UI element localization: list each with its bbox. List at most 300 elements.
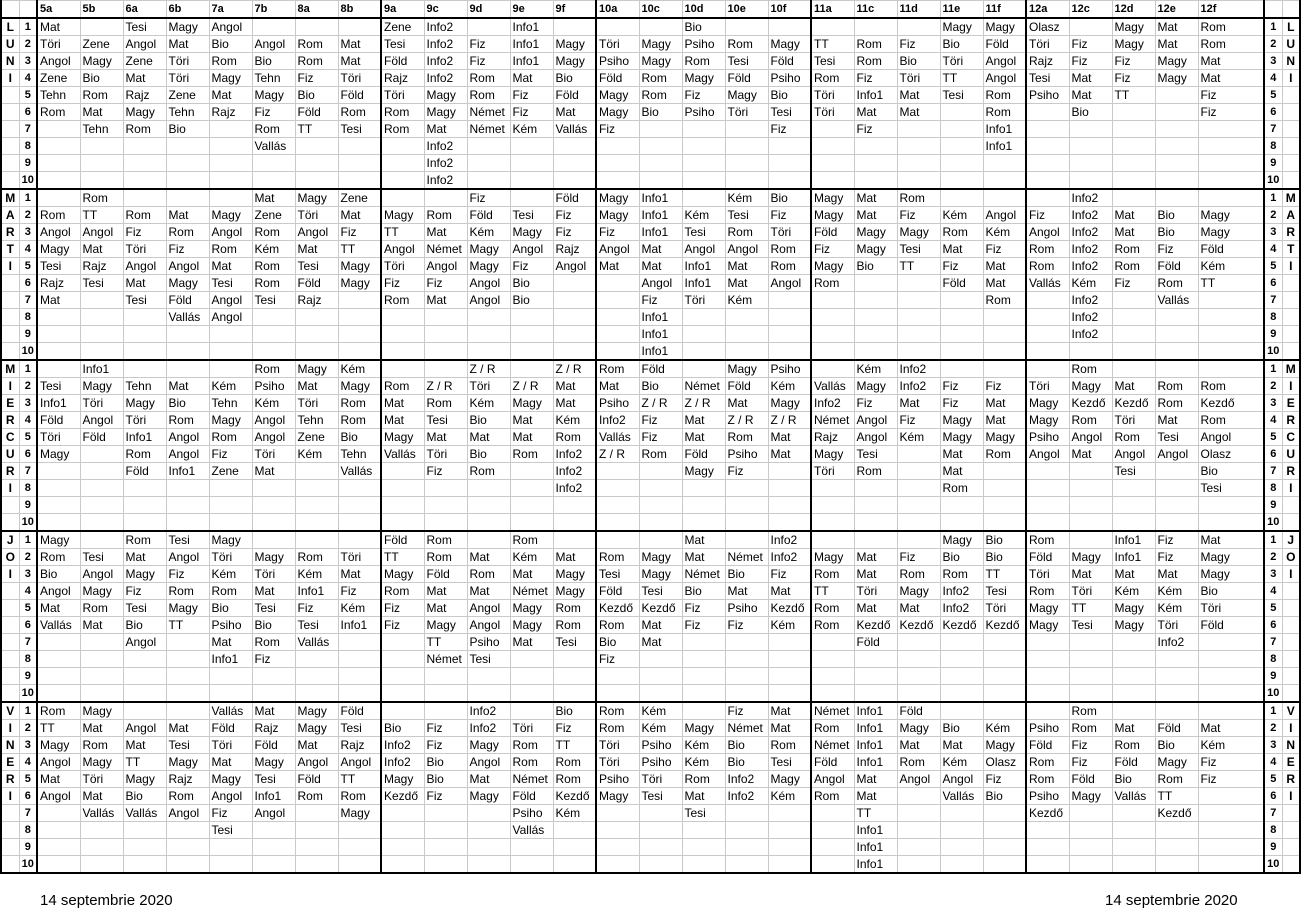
lesson-cell[interactable] [166,514,209,532]
lesson-cell[interactable] [768,651,811,668]
class-header[interactable]: 11f [983,1,1026,19]
lesson-cell[interactable]: Mat [940,737,983,754]
lesson-cell[interactable]: Psiho [725,600,768,617]
lesson-cell[interactable] [811,18,854,36]
lesson-cell[interactable]: Töri [338,70,381,87]
lesson-cell[interactable]: Fiz [768,566,811,583]
lesson-cell[interactable]: Rom [639,70,682,87]
lesson-cell[interactable]: Info1 [510,18,553,36]
lesson-cell[interactable] [1069,172,1112,190]
lesson-cell[interactable] [811,822,854,839]
lesson-cell[interactable]: Bio [1198,463,1264,480]
lesson-cell[interactable] [510,189,553,207]
lesson-cell[interactable]: Magy [123,771,166,788]
lesson-cell[interactable] [1198,326,1264,343]
lesson-cell[interactable] [467,155,510,172]
lesson-cell[interactable] [811,668,854,685]
lesson-cell[interactable]: Föld [1026,549,1069,566]
lesson-cell[interactable]: Info1 [510,36,553,53]
lesson-cell[interactable]: TT [1069,600,1112,617]
lesson-cell[interactable] [940,514,983,532]
lesson-cell[interactable] [166,839,209,856]
lesson-cell[interactable]: TT [553,737,596,754]
lesson-cell[interactable] [338,634,381,651]
lesson-cell[interactable] [682,514,725,532]
lesson-cell[interactable] [209,360,252,378]
class-header[interactable]: 5b [80,1,123,19]
lesson-cell[interactable]: Info1 [639,189,682,207]
lesson-cell[interactable] [811,292,854,309]
lesson-cell[interactable]: Rom [37,207,80,224]
lesson-cell[interactable] [37,343,80,361]
lesson-cell[interactable]: TT [166,617,209,634]
lesson-cell[interactable] [854,497,897,514]
lesson-cell[interactable]: Info1 [209,651,252,668]
lesson-cell[interactable]: Tehn [209,395,252,412]
lesson-cell[interactable]: Bio [37,566,80,583]
lesson-cell[interactable]: Német [811,412,854,429]
lesson-cell[interactable] [295,18,338,36]
lesson-cell[interactable] [166,189,209,207]
lesson-cell[interactable]: Töri [1069,583,1112,600]
lesson-cell[interactable]: Magy [1069,378,1112,395]
lesson-cell[interactable]: Rajz [381,70,424,87]
lesson-cell[interactable]: Bio [295,87,338,104]
lesson-cell[interactable]: Kezdő [1155,805,1198,822]
lesson-cell[interactable]: Info1 [123,429,166,446]
lesson-cell[interactable] [1198,805,1264,822]
lesson-cell[interactable] [639,155,682,172]
lesson-cell[interactable]: Rom [80,600,123,617]
lesson-cell[interactable] [166,685,209,703]
lesson-cell[interactable] [123,822,166,839]
lesson-cell[interactable] [897,155,940,172]
lesson-cell[interactable]: Info1 [37,395,80,412]
lesson-cell[interactable]: Psiho [209,617,252,634]
lesson-cell[interactable]: Rom [467,70,510,87]
lesson-cell[interactable]: Rom [467,566,510,583]
lesson-cell[interactable]: Vallás [37,617,80,634]
lesson-cell[interactable]: Psiho [1026,429,1069,446]
lesson-cell[interactable] [1112,685,1155,703]
lesson-cell[interactable]: Föld [596,583,639,600]
lesson-cell[interactable]: Fiz [725,702,768,720]
lesson-cell[interactable] [897,685,940,703]
lesson-cell[interactable] [424,514,467,532]
lesson-cell[interactable]: Mat [983,275,1026,292]
lesson-cell[interactable]: Tesi [166,531,209,549]
lesson-cell[interactable] [123,360,166,378]
lesson-cell[interactable]: Magy [381,207,424,224]
lesson-cell[interactable]: Töri [123,241,166,258]
lesson-cell[interactable] [682,360,725,378]
lesson-cell[interactable]: Angol [725,241,768,258]
lesson-cell[interactable]: Rom [983,104,1026,121]
lesson-cell[interactable]: Fiz [467,189,510,207]
lesson-cell[interactable]: Zene [209,463,252,480]
lesson-cell[interactable]: Angol [854,429,897,446]
lesson-cell[interactable]: Fiz [596,224,639,241]
lesson-cell[interactable] [252,668,295,685]
lesson-cell[interactable]: TT [381,549,424,566]
lesson-cell[interactable] [166,651,209,668]
lesson-cell[interactable]: Mat [940,446,983,463]
lesson-cell[interactable]: Mat [37,292,80,309]
lesson-cell[interactable] [983,463,1026,480]
lesson-cell[interactable] [80,668,123,685]
lesson-cell[interactable]: Magy [682,70,725,87]
lesson-cell[interactable]: Bio [209,600,252,617]
lesson-cell[interactable]: Kém [1198,737,1264,754]
lesson-cell[interactable]: Rom [1155,395,1198,412]
lesson-cell[interactable]: Rom [338,412,381,429]
lesson-cell[interactable] [811,531,854,549]
lesson-cell[interactable]: Psiho [467,634,510,651]
lesson-cell[interactable] [295,856,338,874]
lesson-cell[interactable]: Mat [424,583,467,600]
lesson-cell[interactable] [510,702,553,720]
lesson-cell[interactable]: Mat [854,189,897,207]
lesson-cell[interactable] [596,138,639,155]
lesson-cell[interactable] [983,514,1026,532]
lesson-cell[interactable]: Magy [1155,70,1198,87]
lesson-cell[interactable]: Fiz [295,600,338,617]
lesson-cell[interactable]: Angol [209,224,252,241]
lesson-cell[interactable] [338,343,381,361]
lesson-cell[interactable]: TT [897,258,940,275]
lesson-cell[interactable] [897,822,940,839]
lesson-cell[interactable]: Magy [510,600,553,617]
lesson-cell[interactable]: Fiz [897,549,940,566]
lesson-cell[interactable]: Mat [467,583,510,600]
lesson-cell[interactable] [596,822,639,839]
lesson-cell[interactable]: Psiho [639,754,682,771]
lesson-cell[interactable]: Magy [811,446,854,463]
class-header[interactable]: 10f [768,1,811,19]
lesson-cell[interactable]: Fiz [1155,549,1198,566]
lesson-cell[interactable]: Angol [37,53,80,70]
lesson-cell[interactable] [596,292,639,309]
lesson-cell[interactable]: Angol [1026,446,1069,463]
lesson-cell[interactable]: Rom [123,531,166,549]
lesson-cell[interactable]: Mat [725,583,768,600]
lesson-cell[interactable]: Magy [768,395,811,412]
lesson-cell[interactable]: Rom [381,378,424,395]
lesson-cell[interactable] [467,822,510,839]
lesson-cell[interactable]: Fiz [1155,531,1198,549]
lesson-cell[interactable]: Info1 [1112,531,1155,549]
lesson-cell[interactable] [1069,839,1112,856]
lesson-cell[interactable]: Rom [768,737,811,754]
lesson-cell[interactable]: Mat [596,378,639,395]
lesson-cell[interactable]: Mat [1198,70,1264,87]
lesson-cell[interactable] [1026,497,1069,514]
lesson-cell[interactable] [510,326,553,343]
lesson-cell[interactable] [1112,360,1155,378]
lesson-cell[interactable]: Föld [252,737,295,754]
lesson-cell[interactable]: Mat [768,720,811,737]
lesson-cell[interactable]: Info1 [983,121,1026,138]
lesson-cell[interactable] [1198,702,1264,720]
lesson-cell[interactable] [1112,822,1155,839]
lesson-cell[interactable] [768,138,811,155]
lesson-cell[interactable]: Fiz [424,720,467,737]
lesson-cell[interactable]: Rom [811,70,854,87]
lesson-cell[interactable]: Vallás [1026,275,1069,292]
lesson-cell[interactable]: Tehn [80,121,123,138]
class-header[interactable]: 12a [1026,1,1069,19]
lesson-cell[interactable] [682,856,725,874]
lesson-cell[interactable] [37,651,80,668]
lesson-cell[interactable] [1026,309,1069,326]
lesson-cell[interactable]: Psiho [725,446,768,463]
lesson-cell[interactable] [424,839,467,856]
lesson-cell[interactable] [381,326,424,343]
lesson-cell[interactable]: Rom [1112,258,1155,275]
lesson-cell[interactable]: Tesi [940,87,983,104]
lesson-cell[interactable]: Kém [467,224,510,241]
lesson-cell[interactable]: Fiz [510,87,553,104]
lesson-cell[interactable]: Info2 [381,754,424,771]
lesson-cell[interactable]: Bio [596,634,639,651]
lesson-cell[interactable]: Z / R [639,395,682,412]
lesson-cell[interactable]: Angol [983,70,1026,87]
lesson-cell[interactable] [467,839,510,856]
lesson-cell[interactable]: Angol [467,754,510,771]
lesson-cell[interactable] [295,805,338,822]
lesson-cell[interactable] [682,634,725,651]
lesson-cell[interactable]: Föld [1155,258,1198,275]
lesson-cell[interactable] [1026,634,1069,651]
lesson-cell[interactable] [897,514,940,532]
lesson-cell[interactable]: Mat [209,258,252,275]
lesson-cell[interactable]: Rom [682,53,725,70]
lesson-cell[interactable] [897,651,940,668]
lesson-cell[interactable] [940,172,983,190]
lesson-cell[interactable]: Fiz [1026,207,1069,224]
lesson-cell[interactable] [1155,685,1198,703]
lesson-cell[interactable] [381,463,424,480]
lesson-cell[interactable] [811,839,854,856]
lesson-cell[interactable]: Bio [1112,771,1155,788]
lesson-cell[interactable] [37,480,80,497]
lesson-cell[interactable]: Töri [596,36,639,53]
lesson-cell[interactable]: Mat [424,121,467,138]
lesson-cell[interactable]: Föld [940,275,983,292]
lesson-cell[interactable]: Mat [596,258,639,275]
lesson-cell[interactable]: Mat [1198,531,1264,549]
lesson-cell[interactable]: Töri [1026,36,1069,53]
lesson-cell[interactable] [940,104,983,121]
lesson-cell[interactable]: Bio [338,429,381,446]
lesson-cell[interactable]: Vallás [596,429,639,446]
lesson-cell[interactable]: Rom [467,463,510,480]
lesson-cell[interactable]: Fiz [983,241,1026,258]
lesson-cell[interactable] [1112,702,1155,720]
lesson-cell[interactable] [381,702,424,720]
lesson-cell[interactable]: Mat [1155,18,1198,36]
lesson-cell[interactable] [682,309,725,326]
lesson-cell[interactable]: Angol [80,566,123,583]
lesson-cell[interactable]: Info1 [639,224,682,241]
lesson-cell[interactable]: Fiz [510,258,553,275]
lesson-cell[interactable]: Vallás [295,634,338,651]
lesson-cell[interactable] [80,446,123,463]
lesson-cell[interactable]: Töri [295,395,338,412]
lesson-cell[interactable] [209,685,252,703]
lesson-cell[interactable] [682,702,725,720]
lesson-cell[interactable] [209,497,252,514]
lesson-cell[interactable] [682,480,725,497]
lesson-cell[interactable] [1069,497,1112,514]
lesson-cell[interactable] [295,531,338,549]
lesson-cell[interactable]: Info2 [940,583,983,600]
lesson-cell[interactable]: Rom [37,549,80,566]
lesson-cell[interactable] [510,514,553,532]
lesson-cell[interactable]: Bio [854,258,897,275]
lesson-cell[interactable]: Rom [510,737,553,754]
lesson-cell[interactable]: Magy [510,224,553,241]
lesson-cell[interactable]: Mat [854,549,897,566]
lesson-cell[interactable]: Rom [123,121,166,138]
lesson-cell[interactable] [811,360,854,378]
lesson-cell[interactable]: Psiho [768,360,811,378]
lesson-cell[interactable] [1198,309,1264,326]
lesson-cell[interactable]: Olasz [1198,446,1264,463]
lesson-cell[interactable]: Mat [424,224,467,241]
lesson-cell[interactable]: Tesi [252,600,295,617]
lesson-cell[interactable]: Magy [1026,412,1069,429]
lesson-cell[interactable] [1112,514,1155,532]
lesson-cell[interactable]: Rom [295,53,338,70]
lesson-cell[interactable] [1112,292,1155,309]
lesson-cell[interactable]: Kém [1155,600,1198,617]
lesson-cell[interactable]: Rom [209,583,252,600]
lesson-cell[interactable]: Magy [209,70,252,87]
lesson-cell[interactable]: Olasz [1026,18,1069,36]
lesson-cell[interactable]: Kém [209,566,252,583]
lesson-cell[interactable]: Föld [553,87,596,104]
lesson-cell[interactable]: Info2 [1069,224,1112,241]
lesson-cell[interactable] [768,668,811,685]
lesson-cell[interactable] [510,155,553,172]
lesson-cell[interactable] [467,668,510,685]
lesson-cell[interactable]: Mat [682,788,725,805]
lesson-cell[interactable]: Töri [682,292,725,309]
lesson-cell[interactable]: Vallás [338,463,381,480]
lesson-cell[interactable]: Magy [854,241,897,258]
lesson-cell[interactable] [80,651,123,668]
lesson-cell[interactable]: Német [424,651,467,668]
lesson-cell[interactable]: Mat [768,446,811,463]
lesson-cell[interactable]: Kezdő [1069,395,1112,412]
lesson-cell[interactable]: Kém [252,241,295,258]
lesson-cell[interactable] [940,805,983,822]
lesson-cell[interactable]: Rom [80,737,123,754]
lesson-cell[interactable] [80,138,123,155]
lesson-cell[interactable] [596,480,639,497]
lesson-cell[interactable]: Fiz [553,224,596,241]
lesson-cell[interactable]: Vallás [166,309,209,326]
lesson-cell[interactable]: Info1 [983,138,1026,155]
lesson-cell[interactable]: Rom [252,258,295,275]
class-header[interactable]: 11e [940,1,983,19]
lesson-cell[interactable]: Tesi [381,36,424,53]
lesson-cell[interactable]: Magy [166,600,209,617]
lesson-cell[interactable]: Mat [897,600,940,617]
class-header[interactable]: 10e [725,1,768,19]
lesson-cell[interactable]: TT [80,207,123,224]
lesson-cell[interactable] [1155,104,1198,121]
lesson-cell[interactable]: Fiz [639,429,682,446]
lesson-cell[interactable]: Tesi [897,241,940,258]
lesson-cell[interactable]: Föld [467,207,510,224]
lesson-cell[interactable]: Fiz [510,104,553,121]
lesson-cell[interactable]: Tesi [209,275,252,292]
lesson-cell[interactable]: Angol [80,412,123,429]
lesson-cell[interactable]: Magy [682,463,725,480]
lesson-cell[interactable] [381,514,424,532]
lesson-cell[interactable]: Német [682,566,725,583]
lesson-cell[interactable]: Mat [1112,720,1155,737]
lesson-cell[interactable]: Rom [467,87,510,104]
lesson-cell[interactable] [123,839,166,856]
lesson-cell[interactable]: Kém [940,754,983,771]
lesson-cell[interactable]: Magy [80,702,123,720]
lesson-cell[interactable] [37,121,80,138]
lesson-cell[interactable]: Mat [682,429,725,446]
lesson-cell[interactable] [166,172,209,190]
lesson-cell[interactable]: Rom [166,412,209,429]
lesson-cell[interactable]: Töri [80,771,123,788]
lesson-cell[interactable]: Rom [80,87,123,104]
lesson-cell[interactable]: Angol [983,207,1026,224]
lesson-cell[interactable]: Info2 [424,18,467,36]
lesson-cell[interactable]: Magy [1026,617,1069,634]
lesson-cell[interactable]: Rom [725,36,768,53]
lesson-cell[interactable] [510,360,553,378]
class-header[interactable]: 12f [1198,1,1264,19]
lesson-cell[interactable] [725,839,768,856]
lesson-cell[interactable]: Vallás [123,805,166,822]
lesson-cell[interactable]: Info2 [424,172,467,190]
lesson-cell[interactable]: Mat [338,566,381,583]
lesson-cell[interactable]: Vallás [1112,788,1155,805]
lesson-cell[interactable]: Angol [682,241,725,258]
lesson-cell[interactable] [725,309,768,326]
lesson-cell[interactable]: Vallás [252,138,295,155]
lesson-cell[interactable]: Rom [1112,241,1155,258]
lesson-cell[interactable] [983,651,1026,668]
lesson-cell[interactable] [252,531,295,549]
lesson-cell[interactable]: Angol [37,224,80,241]
lesson-cell[interactable] [983,668,1026,685]
lesson-cell[interactable]: Rom [768,241,811,258]
lesson-cell[interactable]: Angol [123,36,166,53]
lesson-cell[interactable] [596,514,639,532]
lesson-cell[interactable]: Fiz [596,651,639,668]
lesson-cell[interactable]: Mat [252,463,295,480]
lesson-cell[interactable] [1198,634,1264,651]
lesson-cell[interactable] [123,309,166,326]
lesson-cell[interactable]: Info1 [639,326,682,343]
lesson-cell[interactable]: Fiz [897,207,940,224]
lesson-cell[interactable] [252,18,295,36]
lesson-cell[interactable]: Töri [940,53,983,70]
lesson-cell[interactable] [209,326,252,343]
lesson-cell[interactable] [811,497,854,514]
lesson-cell[interactable]: Német [682,378,725,395]
